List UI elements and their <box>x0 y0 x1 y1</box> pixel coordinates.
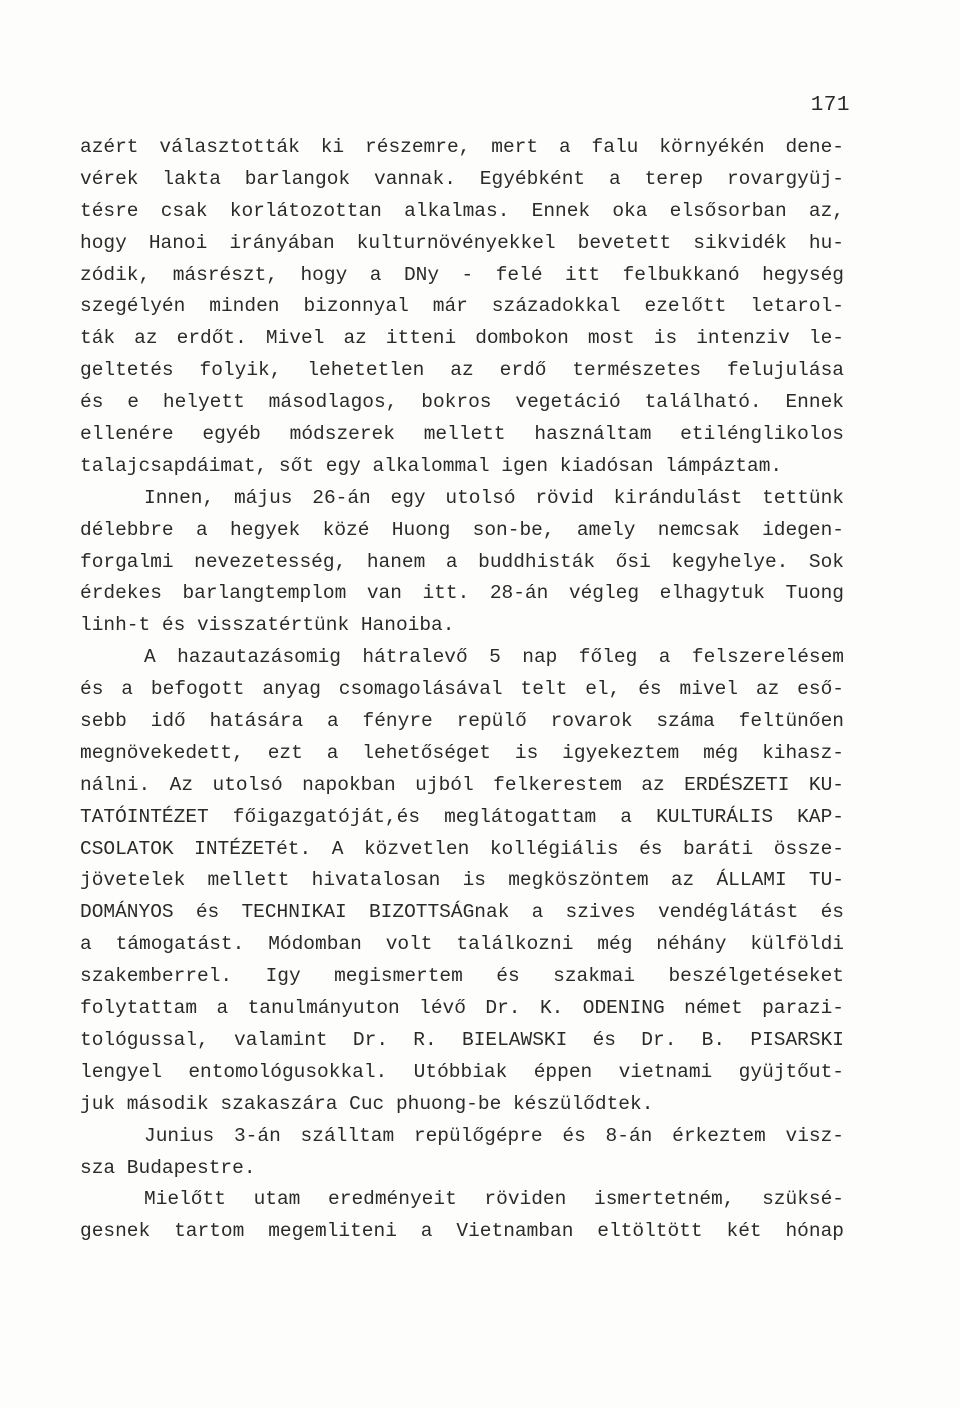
text-line: délebbre a hegyek közé Huong son-be, amely nemcsak idegen- <box>80 518 844 541</box>
text-line: szakemberrel. Igy megismertem és szakmai beszélgetéseket <box>80 965 844 988</box>
text-line: folytattam a tanulmányuton lévő Dr. K. ODENING német parazi- <box>80 997 844 1020</box>
text-line: forgalmi nevezetesség, hanem a buddhisták ősi kegyhelye. Sok <box>80 550 844 573</box>
text-line: ellenére egyéb módszerek mellett használtam etilénglikolos <box>80 423 844 446</box>
text-line: ták az erdőt. Mivel az itteni dombokon most is intenziv le- <box>80 327 844 350</box>
text-line: TATÓINTÉZET főigazgatóját,és meglátogattam a KULTURÁLIS KAP- <box>80 805 844 828</box>
text-line: linh-t és visszatértünk Hanoiba. <box>80 614 455 637</box>
text-line: lengyel entomológusokkal. Utóbbiak éppen vietnami gyüjtőut- <box>80 1060 844 1083</box>
text-line: zódik, másrészt, hogy a DNy - felé itt felbukkanó hegység <box>80 263 844 286</box>
text-line: azért választották ki részemre, mert a falu környékén dene- <box>80 136 844 158</box>
text-line: juk második szakaszára Cuc phuong-be készülődtek. <box>80 1092 654 1115</box>
text-line: nálni. Az utolsó napokban ujból felkerestem az ERDÉSZETI KU- <box>80 773 844 796</box>
text-line: megnövekedett, ezt a lehetőséget is igyekeztem még kihasz- <box>80 741 844 764</box>
text-line: jövetelek mellett hivatalosan is megköszöntem az ÁLLAMI TU- <box>80 869 844 892</box>
text-line: és a befogott anyag csomagolásával telt el, és mivel az eső- <box>80 678 844 701</box>
text-line: és e helyett másodlagos, bokros vegetáció található. Ennek <box>80 391 844 414</box>
page-number: 171 <box>810 94 850 117</box>
text-line: hogy Hanoi irányában kulturnövényekkel bevetett sikvidék hu- <box>80 231 844 254</box>
text-line: Mielőtt utam eredményeit röviden ismertetném, szüksé- <box>144 1188 844 1211</box>
text-line: DOMÁNYOS és TECHNIKAI BIZOTTSÁGnak a szives vendéglátást és <box>80 901 844 924</box>
text-line: tésre csak korlátozottan alkalmas. Ennek oka elsősorban az, <box>80 199 844 222</box>
text-line: Innen, május 26-án egy utolsó rövid kirándulást tettünk <box>144 486 844 509</box>
text-line: tológussal, valamint Dr. R. BIELAWSKI és Dr. B. PISARSKI <box>80 1028 844 1051</box>
text-line: talajcsapdáimat, sőt egy alkalommal igen kiadósan lámpáztam. <box>80 454 783 477</box>
text-line: érdekes barlangtemplom van itt. 28-án végleg elhagytuk Tuong <box>80 582 844 605</box>
text-line: Junius 3-án szálltam repülőgépre és 8-án érkeztem visz- <box>144 1124 844 1147</box>
body-text <box>80 132 844 1248</box>
text-line: sebb idő hatására a fényre repülő rovarok száma feltünően <box>80 710 844 733</box>
text-line: A hazautazásomig hátralevő 5 nap főleg a felszerelésem <box>144 646 844 669</box>
text-line: CSOLATOK INTÉZETét. A közvetlen kollégiális és baráti össze- <box>80 837 844 860</box>
text-line: geltetés folyik, lehetetlen az erdő természetes felujulása <box>80 359 844 382</box>
text-line: vérek lakta barlangok vannak. Egyébként a terep rovargyüj- <box>80 167 844 190</box>
text-line: szegélyén minden bizonnyal már századokkal ezelőtt letarol- <box>80 295 844 318</box>
text-line: a támogatást. Módomban volt találkozni még néhány külföldi <box>80 933 844 956</box>
text-line: gesnek tartom megemliteni a Vietnamban eltöltött két hónap <box>80 1220 844 1243</box>
text-line: sza Budapestre. <box>80 1156 256 1179</box>
